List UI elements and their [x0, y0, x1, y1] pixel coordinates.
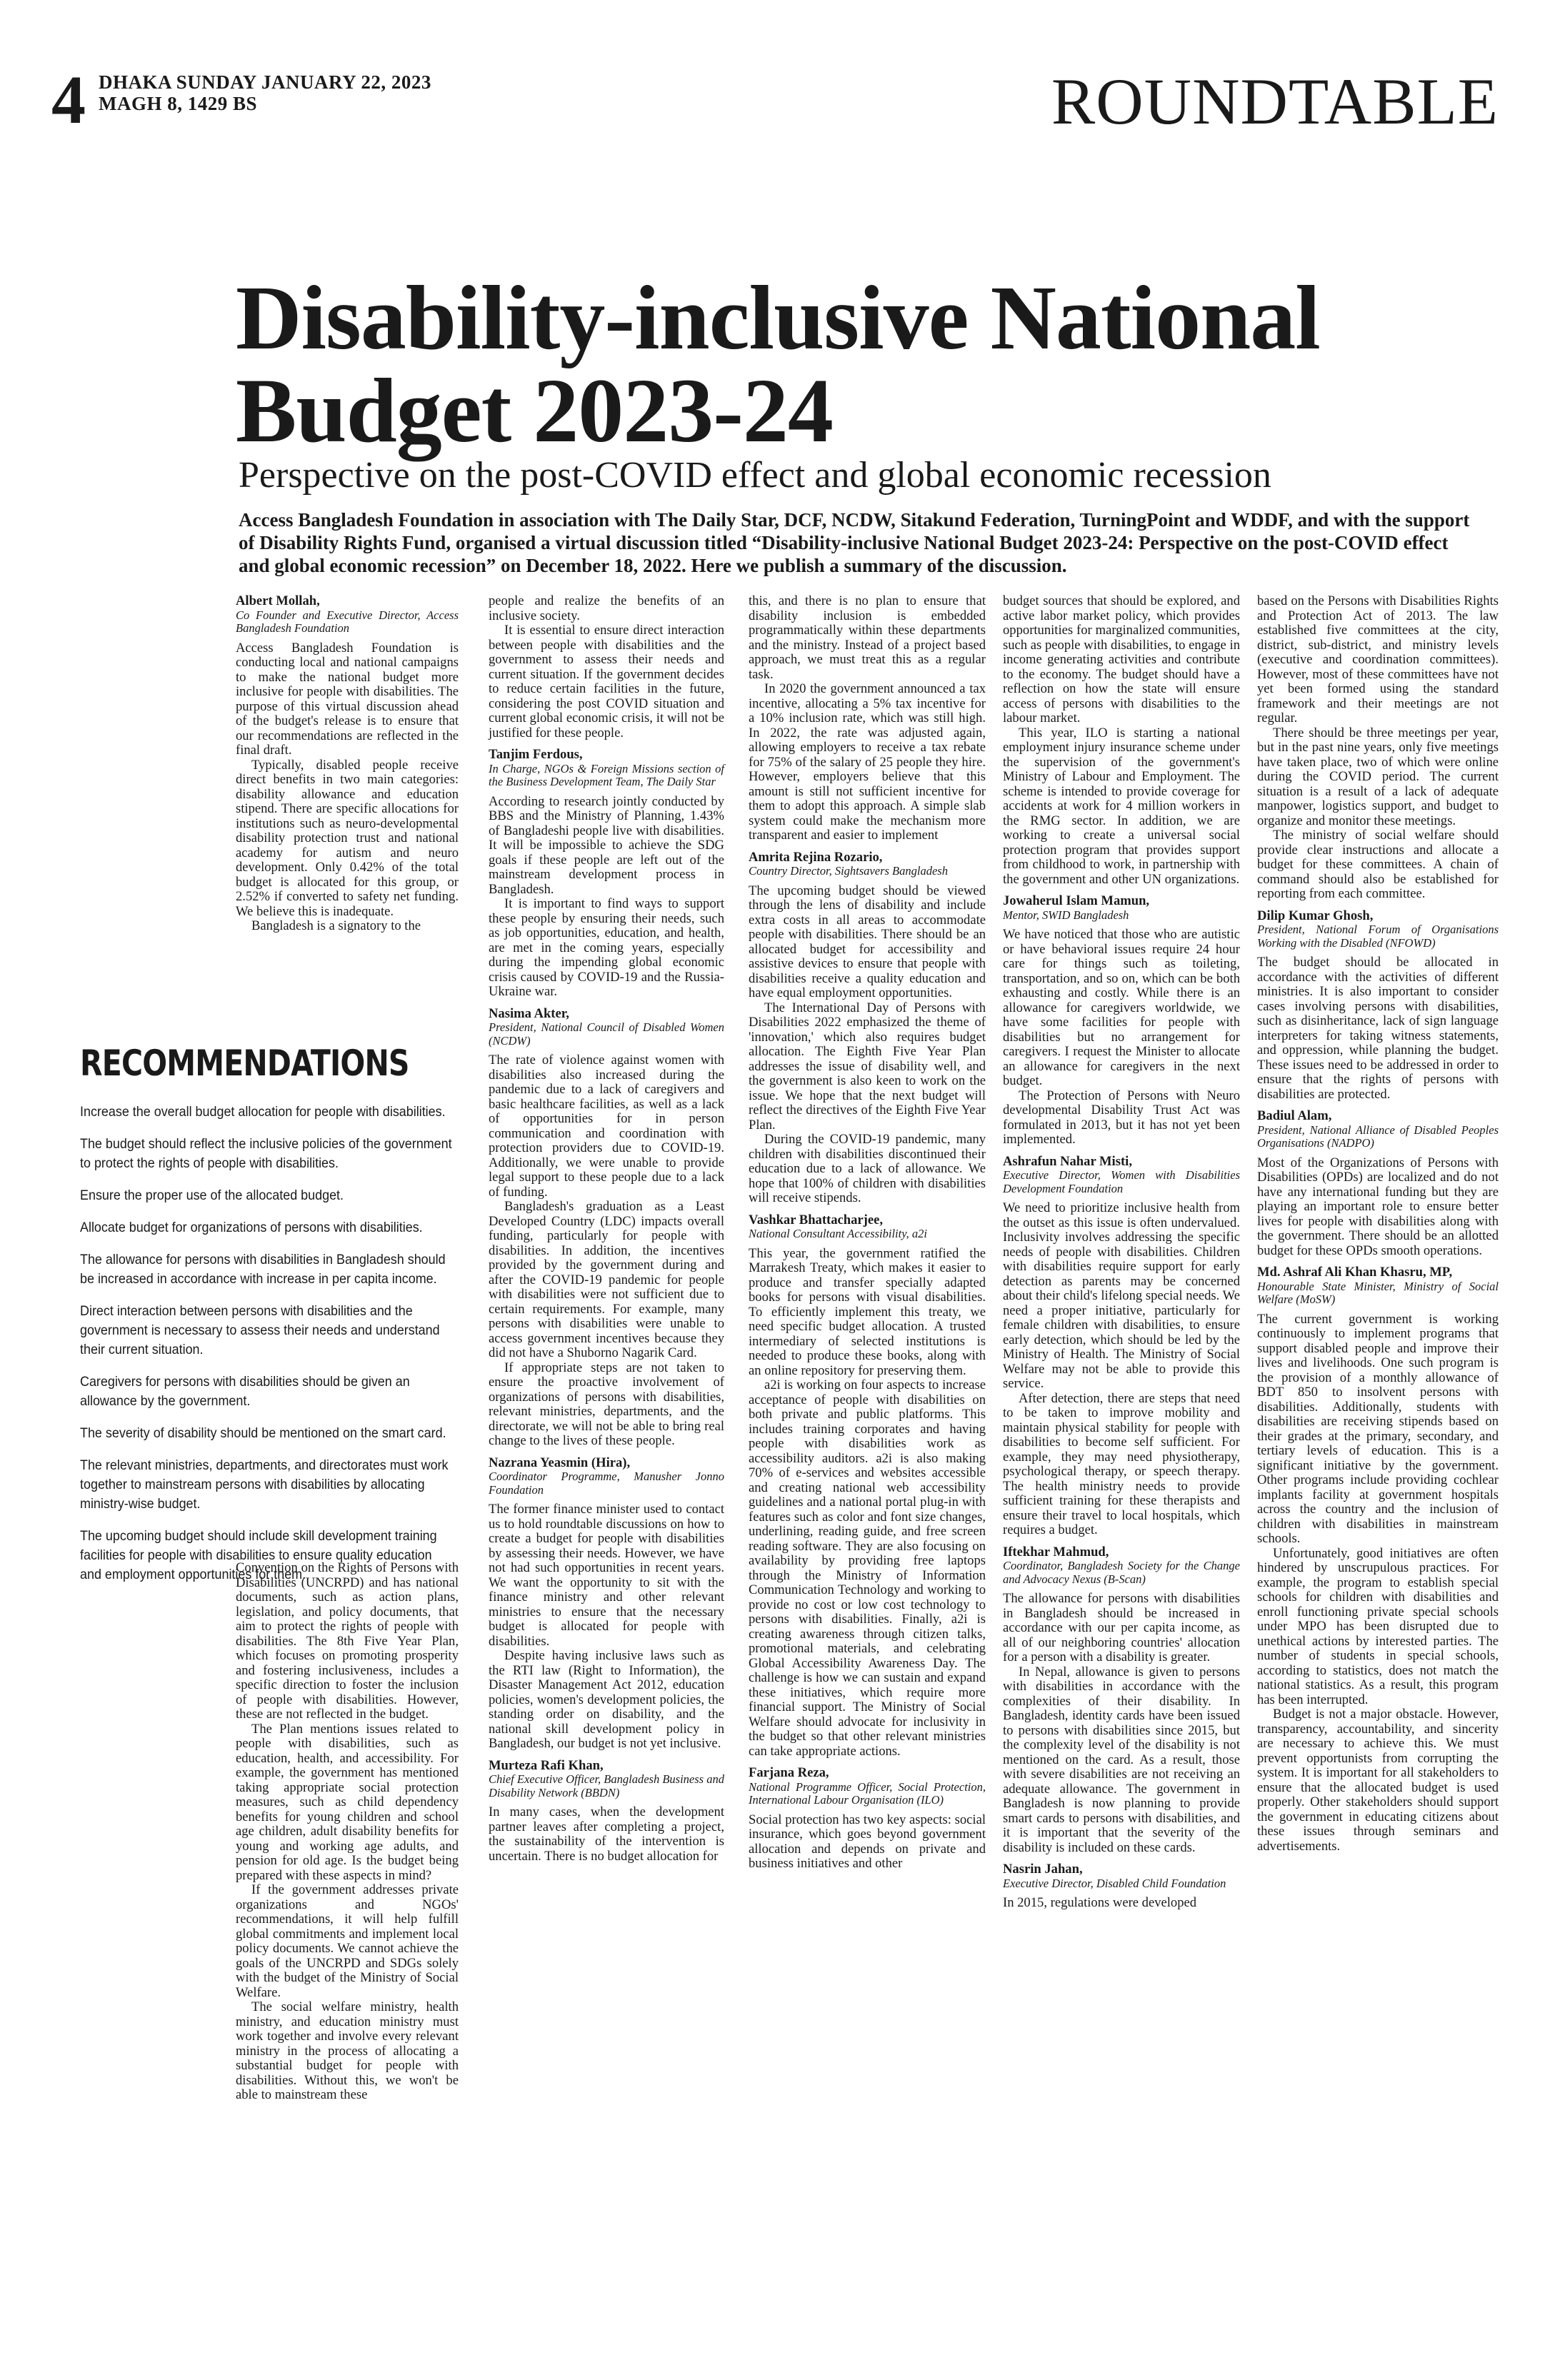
paragraph: In many cases, when the development partner leaves after completing a project, the sustainability of the intervention is uncertain. There is no budget allocation for — [489, 1804, 724, 1864]
paragraph: During the COVID-19 pandemic, many children with disabilities discontinued their education due to a lack of allowance. We hope that 100% of children with disabilities will receive stipends. — [749, 1132, 986, 1205]
paragraph: Unfortunately, good initiatives are often hindered by unscrupulous practices. For example, the program to establish special schools for children with disabilities and enroll functioning private special schools under MPO has been disrupted due to unethical actions by interested parties. The number of students in special schools, according to statistics, does not match the national statistics. As a result, this program has been interrupted. — [1257, 1545, 1499, 1707]
paragraph: In Nepal, allowance is given to persons with disabilities in accordance with the complexities of their disability. In Bangladesh, identity cards have been issued to persons with disabilities since 2015, but the complexity level of the disability is not mentioned on the card. As a result, those with severe disabilities are not receiving an adequate allowance. The government in Bangladesh is now planning to provide smart cards to persons with disabilities, and it is important that the severity of the disability is included on these cards. — [1003, 1664, 1240, 1855]
paragraph: If appropriate steps are not taken to ensure the proactive involvement of organizations of persons with disabilities, relevant ministries, departments, and the directorate, we will not be able to bring real change to the lives of these people. — [489, 1360, 724, 1448]
speaker-role: Coordinator Programme, Manusher Jonno Foundation — [489, 1470, 724, 1497]
paragraph: After detection, there are steps that need to be taken to improve mobility and maintain physical stability for people with disabilities to become self sufficient. For example, they may need physiotherapy, psychological therapy, or speech therapy. The health ministry needs to provide sufficient training for these therapists and ensure their travel to local hospitals, which requires a budget. — [1003, 1390, 1240, 1537]
headline-line-2: Budget 2023-24 — [236, 360, 833, 461]
paragraph: Bangladesh is a signatory to the — [251, 918, 421, 933]
recommendation-item: Allocate budget for organizations of persons with disabilities. — [80, 1220, 423, 1235]
paragraph: It is important to find ways to support these people by ensuring their needs, such as job opportunities, education, and health, are met in the coming years, especially during the impending global economic crisis caused by COVID-19 and the Russia-Ukraine war. — [489, 896, 724, 999]
speaker-role: President, National Forum of Organisations Working with the Disabled (NFOWD) — [1257, 923, 1499, 950]
paragraph: The ministry of social welfare should provide clear instructions and allocate a budget for these committees. A chain of command should also be established for reporting from each committee. — [1257, 828, 1499, 901]
page-number: 4 — [51, 61, 86, 138]
paragraph: In 2015, regulations were developed — [1003, 1895, 1197, 1910]
column-1-top — [236, 594, 459, 934]
recommendation-item: The budget should reflect the inclusive policies of the government to protect the rights of people with disabilities. — [80, 1136, 452, 1171]
paragraph: The rate of violence against women with disabilities also increased during the pandemic due to a lack of caregivers and basic healthcare facilities, as well as a lack of opportunities for in person communication and coordination with protection providers due to COVID-19. Additionally, we were unable to provide legal support to these people due to a lack of funding. — [489, 1053, 724, 1200]
paragraph: The Plan mentions issues related to people with disabilities, such as education, health, and accessibility. For example, the government has mentioned taking appropriate social protection measures, such as child dependency benefits for young children and school age children, adult disability benefits for young and working age adults, and pension for old age. Is the budget being prepared with these aspects in mind? — [236, 1721, 459, 1883]
speaker-role: National Consultant Accessibility, a2i — [749, 1227, 927, 1240]
speaker-name: Vashkar Bhattacharjee, — [749, 1212, 884, 1227]
speaker-name: Badiul Alam, — [1257, 1108, 1332, 1123]
paragraph: The former finance minister used to contact us to hold roundtable discussions on how to create a budget for people with disabilities by assessing their needs. However, we have not had such opportunities in recent years. We want the opportunity to sit with the finance ministry and other relevant ministries to ensure that the necessary budget is allocated for people with disabilities. — [489, 1502, 724, 1649]
paragraph: this, and there is no plan to ensure that disability inclusion is embedded programmatically within these departments and the ministry. Instead of a project based approach, we must treat this as a regular task. — [749, 593, 986, 682]
paragraph: Most of the Organizations of Persons with Disabilities (OPDs) are localized and do not have any international funding but they are playing an important role to ensure better lives for people with disabilities along with the government. There should be an allotted budget for these OPDs smooth operations. — [1257, 1155, 1499, 1258]
headline — [236, 267, 1450, 461]
recommendation-item: The upcoming budget should include skill development training facilities for people with disabilities to ensure quality education and employment opportunities for them. — [80, 1528, 437, 1582]
speaker-name: Nasima Akter, — [489, 1005, 569, 1021]
paragraph: The current government is working continuously to implement programs that support disabled people and improve their lives and livelihoods. One such program is the provision of a monthly allowance of BDT 850 to insolvent persons with disabilities. Additionally, students with disabilities are receiving stipends based on their grades at the primary, secondary, and tertiary levels of education. This is a significant initiative by the government. Other programs include providing cochlear implants facility at government hospitals across the country and the inclusion of children with disabilities in mainstream schools. — [1257, 1311, 1499, 1546]
paragraph: It is essential to ensure direct interaction between people with disabilities and the government to assess their needs and current situation. If the government decides to reduce certain facilities in the future, considering the post COVID situation and current global economic crisis, it will not be justified for these people. — [489, 623, 724, 740]
speaker-role: Executive Director, Disabled Child Foundation — [1003, 1876, 1226, 1890]
speaker-role: President, National Council of Disabled Women (NCDW) — [489, 1020, 724, 1048]
paragraph: Social protection has two key aspects: social insurance, which goes beyond government allocation and depends on private and business initiatives and other — [749, 1812, 986, 1871]
paragraph: Convention on the Rights of Persons with Disabilities (UNCRPD) and has national documents, such as action plans, legislation, and policy documents, that aim to protect the rights of people with disabilities. The 8th Five Year Plan, which focuses on promoting prosperity and fostering inclusiveness, includes a specific direction to foster the inclusion of people with disabilities. However, these are not reflected in the budget. — [236, 1560, 459, 1722]
paragraph: The Protection of Persons with Neuro developmental Disability Trust Act was formulated in 2013, but it has not yet been implemented. — [1003, 1088, 1240, 1147]
speaker-name: Md. Ashraf Ali Khan Khasru, MP, — [1257, 1265, 1453, 1280]
date-line: DHAKA SUNDAY JANUARY 22, 2023 — [99, 71, 431, 93]
speaker-name: Nasrin Jahan, — [1003, 1862, 1083, 1877]
intro-paragraph: Access Bangladesh Foundation in association with The Daily Star, DCF, NCDW, Sitakund Federation, TurningPoint and WDDF, and with the support of Disability Rights Fund, organised a virtual discussion titled “Disability-inclusive National Budget 2023-24: Perspective on the post-COVID effect and global economic recession” on December 18, 2022. Here we publish a summary of the discussion. — [239, 509, 1470, 576]
paragraph: This year, the government ratified the Marrakesh Treaty, which makes it easier to produce and transfer specially adapted books for persons with visual disabilities. To efficiently implement this treaty, we need specific budget allocation. A trusted intermediary of selected institutions is needed to produce these books, along with an online repository for preserving them. — [749, 1245, 986, 1378]
paragraph: Access Bangladesh Foundation is conducting local and national campaigns to make the national budget more inclusive for people with disabilities. The purpose of this virtual discussion ahead of the budget's release is to ensure that our recommendations are reflected in the final draft. — [236, 640, 459, 758]
paragraph: In 2020 the government announced a tax incentive, allocating a 5% tax incentive for a 10% inclusion rate, which was still high. In 2022, the rate was adjusted again, allowing employers to receive a tax rebate for 75% of the salary of 25 people they hire. However, employers believe that this amount is still not sufficient incentive for them to adopt this approach. A simple slab system could make the mechanism more transparent and easier to implement — [749, 681, 986, 843]
paragraph: budget sources that should be explored, and active labor market policy, which provides opportunities for marginalized communities, such as people with disabilities, to engage in income generating activities and contribute to the economy. The budget should have a reflection on how the state will ensure access of persons with disabilities to the labour market. — [1003, 593, 1240, 725]
column-4 — [1003, 594, 1240, 1911]
paragraph: The International Day of Persons with Disabilities 2022 emphasized the theme of 'innovation,' which also requires budget allocation. The Eighth Five Year Plan addresses the issue of disability well, and the government is also keen to work on the issue. We hope that the next budget will reflect the directives of the Eighth Five Year Plan. — [749, 1000, 986, 1133]
recommendation-item: Increase the overall budget allocation for people with disabilities. — [80, 1104, 446, 1120]
column-3 — [749, 594, 986, 1872]
column-1-bottom — [236, 1561, 459, 2103]
section-title: ROUNDTABLE — [1051, 65, 1499, 138]
subheadline: Perspective on the post-COVID effect and global economic recession — [239, 455, 1271, 496]
speaker-role: Country Director, Sightsavers Bangladesh — [749, 864, 948, 878]
speaker-name: Jowaherul Islam Mamun, — [1003, 893, 1150, 908]
column-5 — [1257, 594, 1499, 1854]
speaker-name: Ashrafun Nahar Misti, — [1003, 1153, 1132, 1169]
paragraph: The allowance for persons with disabilities in Bangladesh should be increased in accordance with our per capita income, as all of our neighboring countries' allocation for a person with a disability is greater. — [1003, 1591, 1240, 1665]
speaker-name: Iftekhar Mahmud, — [1003, 1544, 1109, 1560]
speaker-role: National Programme Officer, Social Protection, International Labour Organisation (ILO) — [749, 1779, 986, 1807]
dateline — [99, 71, 431, 114]
paragraph: based on the Persons with Disabilities Rights and Protection Act of 2013. The law established five committees at the city, district, sub-district, and ministry levels (executive and coordination committees). However, most of these committees have not yet been formed using the standard framework and their meetings are not regular. — [1257, 593, 1499, 725]
column-2 — [489, 594, 724, 1864]
paragraph: The upcoming budget should be viewed through the lens of disability and include extra costs in all areas to accommodate people with disabilities. There should be an allocated budget for accessibility and assistive devices to ensure that people with disabilities receive a quality education and have equal employment opportunities. — [749, 883, 986, 1000]
speaker-role: Executive Director, Women with Disabilities Development Foundation — [1003, 1168, 1240, 1195]
paragraph: There should be three meetings per year, but in the past nine years, only five meetings have taken place, two of which were online during the COVID period. The current situation is a result of a lack of adequate manpower, logistics support, and budget to organize and monitor these meetings. — [1257, 725, 1499, 828]
speaker-role: Honourable State Minister, Ministry of Social Welfare (MoSW) — [1257, 1279, 1499, 1306]
paragraph: Despite having inclusive laws such as the RTI law (Right to Information), the Disaster Management Act 2012, education policies, women's development policies, the standing order on disability, and the national skill development policy in Bangladesh, our budget is not yet inclusive. — [489, 1648, 724, 1751]
paragraph: a2i is working on four aspects to increase acceptance of people with disabilities on both private and public platforms. This includes training corporates and having people with disabilities work as accessibility auditors. a2i is also making 70% of e-services and websites accessible and creating national web accessibility guidelines and a national portal plug-in with features such as color and font size changes, underlining, reading guide, and free screen reading software. They are also focusing on availability by providing free laptops through the Ministry of Information Communication Technology and working to provide no cost or low cost technology to persons with disabilities. Finally, a2i is creating awareness through citizen talks, promotional materials, and celebrating Global Accessibility Awareness Day. The challenge is how we can sustain and expand these initiatives, which require more financial support. The Ministry of Social Welfare should advocate for inclusivity in the budget so that other relevant ministries can take appropriate actions. — [749, 1377, 986, 1759]
paragraph: This year, ILO is starting a national employment injury insurance scheme under the supervision of the government's Ministry of Labour and Employment. The scheme is intended to provide coverage for accidents at work for 4 million workers in the RMG sector. In addition, we are working to create a universal social protection program that provides support from childhood to work, in partnership with the government and other UN organizations. — [1003, 725, 1240, 887]
paragraph: We need to prioritize inclusive health from the outset as this issue is often undervalued. Inclusivity involves addressing the specific needs of people with disabilities. Children with disabilities require support for early detection as parents may be concerned about their child's lifelong special needs. We need a proper initiative, particularly for female children with disabilities, to ensure early detection, which should be led by the Ministry of Health. The Ministry of Social Welfare may not be able to provide this service. — [1003, 1200, 1240, 1391]
bangla-date: MAGH 8, 1429 BS — [99, 93, 258, 114]
speaker-name: Amrita Rejina Rozario, — [749, 849, 883, 865]
speaker-name: Tanjim Ferdous, — [489, 747, 583, 762]
speaker-name: Farjana Reza, — [749, 1765, 829, 1780]
recommendation-item: The allowance for persons with disabilities in Bangladesh should be increased in accordance with increase in per capita income. — [80, 1252, 446, 1287]
recommendation-item: Caregivers for persons with disabilities should be given an allowance by the government. — [80, 1374, 410, 1409]
recommendation-item: Ensure the proper use of the allocated budget. — [80, 1188, 344, 1203]
headline-line-1: Disability-inclusive National — [236, 267, 1320, 368]
recommendation-item: The severity of disability should be mentioned on the smart card. — [80, 1425, 446, 1441]
paragraph: Bangladesh's graduation as a Least Developed Country (LDC) impacts overall funding, particularly for people with disabilities. In addition, the incentives provided by the government during and after the COVID-19 pandemic for people with disabilities were not sufficient due to certain requirements. For example, many persons with disabilities were unable to access government incentives because they did not have a Shuborno Nagarik Card. — [489, 1199, 724, 1360]
speaker-name: Murteza Rafi Khan, — [489, 1757, 604, 1773]
recommendations-title: RECOMMENDATIONS — [80, 1043, 409, 1084]
recommendation-item: The relevant ministries, departments, and directorates must work together to mainstream persons with disabilities by allocating ministry-wise budget. — [80, 1457, 449, 1512]
paragraph: According to research jointly conducted by BBS and the Ministry of Planning, 1.43% of Bangladeshi people live with disabilities. It will be impossible to achieve the SDG goals if these people are left out of the mainstream development process in Bangladesh. — [489, 793, 724, 897]
speaker-role: Co Founder and Executive Director, Access Bangladesh Foundation — [236, 608, 459, 635]
speaker-name: Albert Mollah, — [236, 593, 320, 608]
paragraph: If the government addresses private organizations and NGOs' recommendations, it will help fulfill global commitments and implement local policy documents. We cannot achieve the goals of the UNCRPD and SDGs solely with the budget of the Ministry of Social Welfare. — [236, 1882, 459, 2000]
paragraph: people and realize the benefits of an inclusive society. — [489, 593, 724, 623]
speaker-role: Chief Executive Officer, Bangladesh Business and Disability Network (BBDN) — [489, 1772, 724, 1799]
paragraph: The budget should be allocated in accordance with the activities of different ministries. It is also important to consider cases involving persons with disabilities, such as disinheritance, lack of sign language interpreters for taking witness statements, and oppression, while planning the budget. These issues need to be addressed in order to ensure that the rights of persons with disabilities are protected. — [1257, 955, 1499, 1102]
speaker-role: Coordinator, Bangladesh Society for the Change and Advocacy Nexus (B-Scan) — [1003, 1559, 1240, 1586]
speaker-role: In Charge, NGOs & Foreign Missions section of the Business Development Team, The Daily Star — [489, 761, 724, 788]
paragraph: The social welfare ministry, health ministry, and education ministry must work together and involve every relevant ministry in the process of allocating a substantial budget for people with disabilities. Without this, we won't be able to mainstream these — [236, 1999, 459, 2102]
paragraph: Budget is not a major obstacle. However, transparency, accountability, and sincerity are necessary to achieve this. We must prevent opportunists from corrupting the system. It is important for all stakeholders to ensure that the allocated budget is used properly. Other stakeholders should support the government in educating citizens about these issues through seminars and advertisements. — [1257, 1707, 1499, 1854]
recommendation-item: Direct interaction between persons with disabilities and the government is necessary to assess their needs and understand their current situation. — [80, 1303, 440, 1357]
speaker-name: Nazrana Yeasmin (Hira), — [489, 1455, 631, 1470]
speaker-role: Mentor, SWID Bangladesh — [1003, 908, 1129, 922]
recommendations-list — [80, 1103, 459, 1597]
speaker-name: Dilip Kumar Ghosh, — [1257, 908, 1374, 923]
speaker-role: President, National Alliance of Disabled Peoples Organisations (NADPO) — [1257, 1123, 1499, 1150]
paragraph: Typically, disabled people receive direct benefits in two main categories: disability allowance and education stipend. There are specific allocations for institutions such as neuro-developmental disability protection trust and national academy for autism and neuro development. Only 0.42% of the total budget is allocated for this group, or 2.52% if converted to safety net funding. We believe this is inadequate. — [236, 757, 459, 919]
paragraph: We have noticed that those who are autistic or have behavioral issues require 24 hour care for things such as toileting, transportation, and so on, which can be both exhausting and costly. While there is an allowance for caregivers worldwide, we have some facilities for people with disabilities but no arrangement for caregivers. I request the Minister to allocate an allowance for caregivers in the next budget. — [1003, 927, 1240, 1088]
